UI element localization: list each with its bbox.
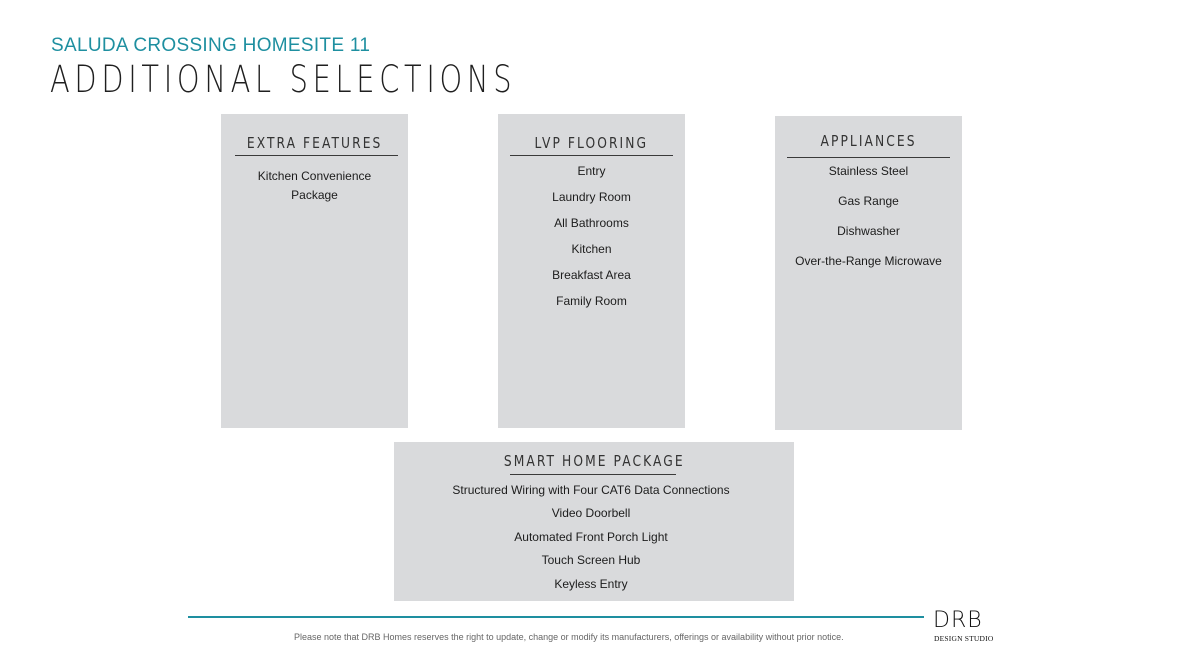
smart-home-card <box>394 442 794 601</box>
list-item: Kitchen Convenience <box>257 169 372 183</box>
list-item: Laundry Room <box>552 190 631 204</box>
list-item: Breakfast Area <box>552 268 631 282</box>
list-item: Entry <box>577 164 606 178</box>
list-item: Keyless Entry <box>554 577 628 591</box>
drb-design-studio-logo <box>930 606 994 646</box>
extra-features-card <box>221 114 408 428</box>
list-item: Kitchen <box>571 242 612 256</box>
homesite-subtitle: SALUDA CROSSING HOMESITE 11 <box>51 35 371 56</box>
appliances-divider <box>787 157 950 158</box>
lvp-flooring-title: LVP FLOORING <box>534 134 649 152</box>
lvp-flooring-card <box>498 114 685 428</box>
list-item: All Bathrooms <box>554 216 629 230</box>
page-title: ADDITIONAL SELECTIONS <box>50 58 517 101</box>
logo-subtitle: DESIGN STUDIO <box>934 634 994 643</box>
smart-home-title: SMART HOME PACKAGE <box>503 452 685 470</box>
list-item: Touch Screen Hub <box>541 553 641 567</box>
appliances-title: APPLIANCES <box>820 132 917 150</box>
list-item: Family Room <box>556 294 627 308</box>
list-item: Dishwasher <box>837 224 900 238</box>
list-item: Over-the-Range Microwave <box>795 254 942 268</box>
list-item: Structured Wiring with Four CAT6 Data Connections <box>452 483 730 497</box>
list-item: Gas Range <box>838 194 899 208</box>
footer-divider <box>188 616 924 618</box>
list-item: Video Doorbell <box>551 506 631 520</box>
list-item: Automated Front Porch Light <box>514 530 668 544</box>
smart-home-divider <box>510 474 676 475</box>
logo-mark: DRB <box>933 608 983 633</box>
appliances-card <box>775 116 962 430</box>
list-item: Stainless Steel <box>828 164 909 178</box>
extra-features-divider <box>235 155 398 156</box>
lvp-flooring-divider <box>510 155 673 156</box>
list-item: Package <box>291 188 338 202</box>
extra-features-title: EXTRA FEATURES <box>246 134 383 152</box>
